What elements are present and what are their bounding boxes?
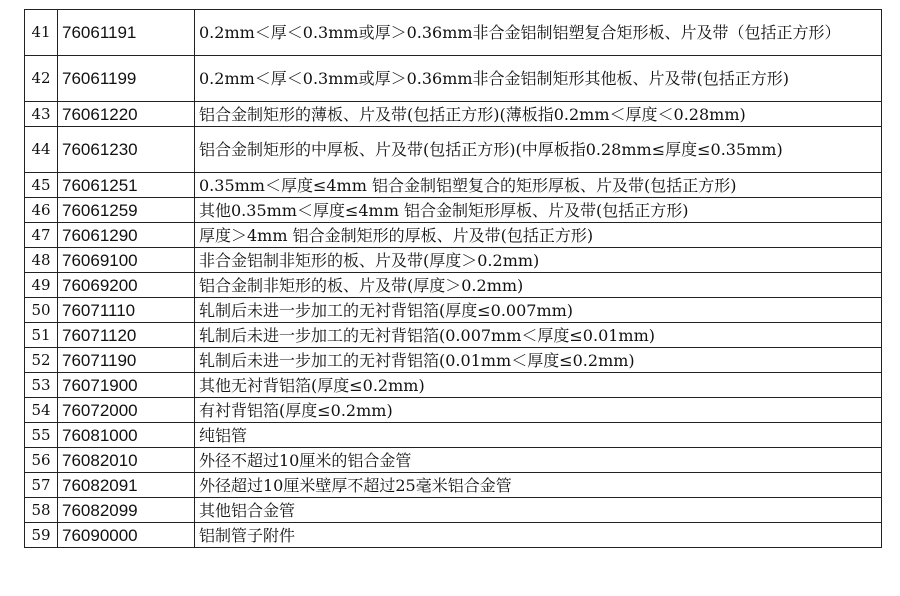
- row-number-cell: 50: [25, 298, 58, 323]
- row-number-cell: 51: [25, 323, 58, 348]
- description-cell: 其他铝合金管: [195, 498, 882, 523]
- table-row: [25, 323, 882, 348]
- table-row: [25, 56, 882, 102]
- description-cell: 非合金铝制非矩形的板、片及带(厚度＞0.2mm): [195, 248, 882, 273]
- description-cell: 厚度＞4mm 铝合金制矩形的厚板、片及带(包括正方形): [195, 223, 882, 248]
- description-cell: 0.35mm＜厚度≤4mm 铝合金制铝塑复合的矩形厚板、片及带(包括正方形): [195, 173, 882, 198]
- row-number-cell: 59: [25, 523, 58, 548]
- hs-code-cell: 76071120: [58, 323, 195, 348]
- hs-code-cell: 76061251: [58, 173, 195, 198]
- description-cell: 轧制后未进一步加工的无衬背铝箔(厚度≤0.007mm): [195, 298, 882, 323]
- table-row: [25, 248, 882, 273]
- row-number-cell: 45: [25, 173, 58, 198]
- tariff-table-container: [24, 9, 881, 548]
- description-cell: 铝合金制非矩形的板、片及带(厚度＞0.2mm): [195, 273, 882, 298]
- hs-code-cell: 76072000: [58, 398, 195, 423]
- hs-code-cell: 76061220: [58, 102, 195, 127]
- description-cell: 轧制后未进一步加工的无衬背铝箔(0.01mm＜厚度≤0.2mm): [195, 348, 882, 373]
- row-number-cell: 58: [25, 498, 58, 523]
- row-number-cell: 49: [25, 273, 58, 298]
- description-cell: 其他0.35mm＜厚度≤4mm 铝合金制矩形厚板、片及带(包括正方形): [195, 198, 882, 223]
- row-number-cell: 48: [25, 248, 58, 273]
- hs-code-cell: 76069200: [58, 273, 195, 298]
- tariff-table: [24, 9, 882, 548]
- hs-code-cell: 76061259: [58, 198, 195, 223]
- table-row: [25, 473, 882, 498]
- table-row: [25, 398, 882, 423]
- hs-code-cell: 76071190: [58, 348, 195, 373]
- table-row: [25, 423, 882, 448]
- row-number-cell: 56: [25, 448, 58, 473]
- hs-code-cell: 76090000: [58, 523, 195, 548]
- description-cell: 外径超过10厘米壁厚不超过25毫米铝合金管: [195, 473, 882, 498]
- description-cell: 轧制后未进一步加工的无衬背铝箔(0.007mm＜厚度≤0.01mm): [195, 323, 882, 348]
- row-number-cell: 41: [25, 10, 58, 56]
- description-cell: 纯铝管: [195, 423, 882, 448]
- hs-code-cell: 76061199: [58, 56, 195, 102]
- description-cell: 0.2mm＜厚＜0.3mm或厚＞0.36mm非合金铝制铝塑复合矩形板、片及带（包括正方形）: [195, 10, 882, 56]
- hs-code-cell: 76082091: [58, 473, 195, 498]
- description-cell: 其他无衬背铝箔(厚度≤0.2mm): [195, 373, 882, 398]
- table-row: [25, 523, 882, 548]
- table-row: [25, 198, 882, 223]
- description-cell: 有衬背铝箔(厚度≤0.2mm): [195, 398, 882, 423]
- row-number-cell: 43: [25, 102, 58, 127]
- row-number-cell: 46: [25, 198, 58, 223]
- description-cell: 铝合金制矩形的薄板、片及带(包括正方形)(薄板指0.2mm＜厚度＜0.28mm): [195, 102, 882, 127]
- table-row: [25, 448, 882, 473]
- row-number-cell: 47: [25, 223, 58, 248]
- row-number-cell: 53: [25, 373, 58, 398]
- hs-code-cell: 76082010: [58, 448, 195, 473]
- description-cell: 铝合金制矩形的中厚板、片及带(包括正方形)(中厚板指0.28mm≤厚度≤0.35mm): [195, 127, 882, 173]
- table-row: [25, 102, 882, 127]
- table-row: [25, 273, 882, 298]
- row-number-cell: 44: [25, 127, 58, 173]
- row-number-cell: 42: [25, 56, 58, 102]
- hs-code-cell: 76071110: [58, 298, 195, 323]
- table-row: [25, 173, 882, 198]
- hs-code-cell: 76071900: [58, 373, 195, 398]
- table-row: [25, 498, 882, 523]
- hs-code-cell: 76061191: [58, 10, 195, 56]
- hs-code-cell: 76081000: [58, 423, 195, 448]
- hs-code-cell: 76061290: [58, 223, 195, 248]
- row-number-cell: 52: [25, 348, 58, 373]
- table-row: [25, 373, 882, 398]
- description-cell: 0.2mm＜厚＜0.3mm或厚＞0.36mm非合金铝制矩形其他板、片及带(包括正方形): [195, 56, 882, 102]
- description-cell: 铝制管子附件: [195, 523, 882, 548]
- description-cell: 外径不超过10厘米的铝合金管: [195, 448, 882, 473]
- table-row: [25, 348, 882, 373]
- hs-code-cell: 76069100: [58, 248, 195, 273]
- table-row: [25, 298, 882, 323]
- table-row: [25, 223, 882, 248]
- hs-code-cell: 76061230: [58, 127, 195, 173]
- row-number-cell: 57: [25, 473, 58, 498]
- table-row: [25, 10, 882, 56]
- hs-code-cell: 76082099: [58, 498, 195, 523]
- row-number-cell: 55: [25, 423, 58, 448]
- row-number-cell: 54: [25, 398, 58, 423]
- table-row: [25, 127, 882, 173]
- tariff-table-body: [25, 10, 882, 548]
